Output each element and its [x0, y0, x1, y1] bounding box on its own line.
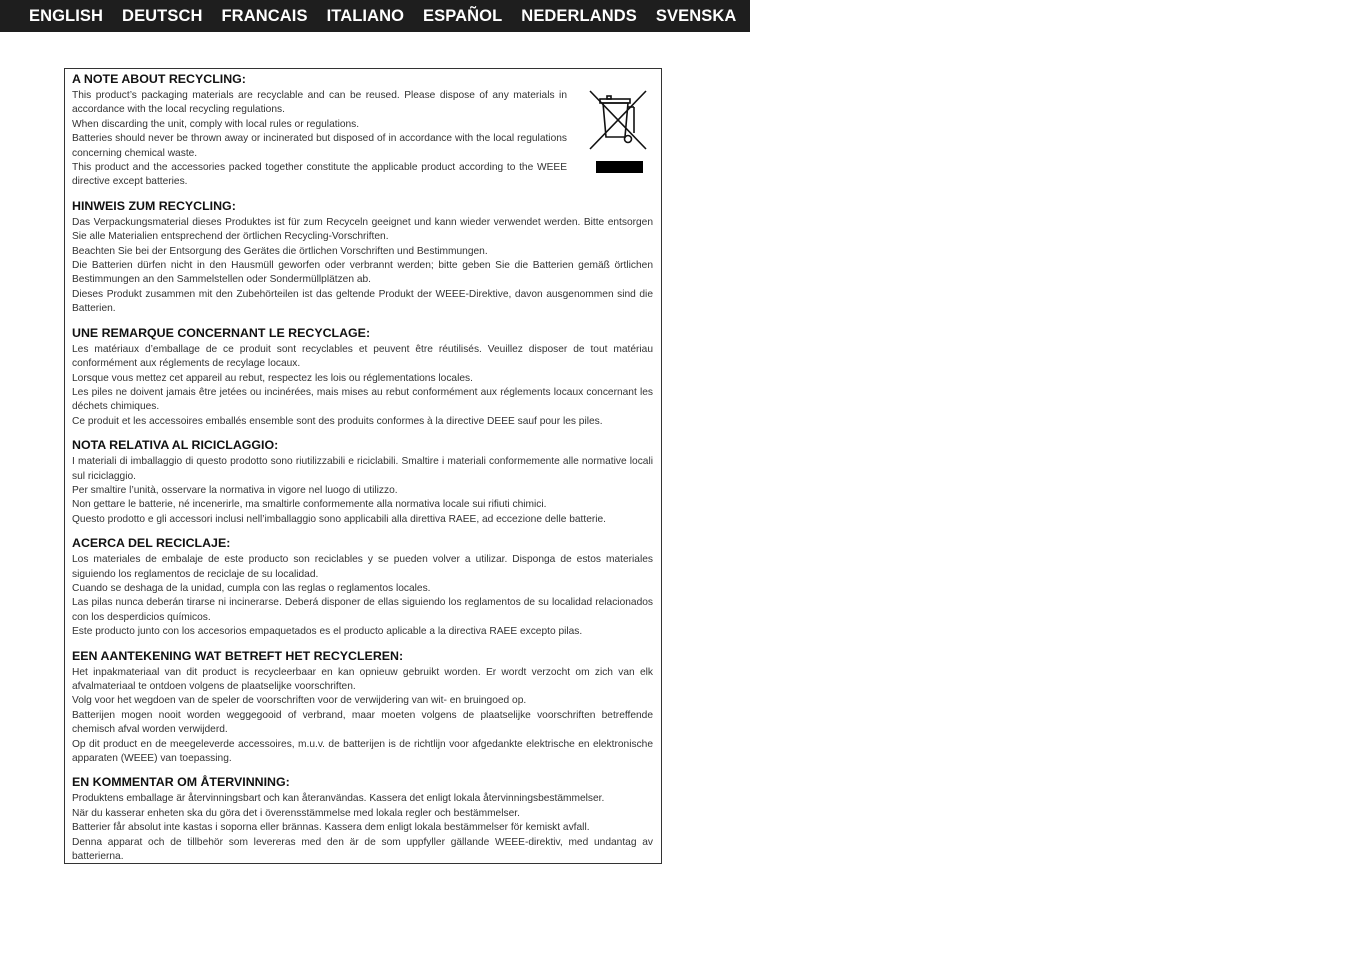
section-heading: UNE REMARQUE CONCERNANT LE RECYCLAGE:	[72, 325, 371, 340]
language-tab-nederlands[interactable]: NEDERLANDS	[521, 6, 637, 25]
section-paragraph: Denna apparat och de tillbehör som levereras med den är de som uppfyller gällande WEEE-direktiv, med undantag av batterierna.	[72, 836, 653, 863]
language-tab-deutsch[interactable]: DEUTSCH	[122, 6, 203, 25]
section-paragraph: Die Batterien dürfen nicht in den Hausmüll geworfen oder verbrannt werden; bitte geben Sie die Batterien gemäß örtlichen Bestimmungen an den Sammelstellen oder Sondermüllplätzen ab.	[72, 260, 653, 286]
section-heading: ACERCA DEL RECICLAJE:	[72, 536, 231, 551]
section-paragraph: Batteries should never be thrown away or incinerated but disposed of in accordance with the local regulations concerning chemical waste.	[72, 133, 567, 159]
section-paragraph: Les piles ne doivent jamais être jetées ou incinérées, mais mises au rebut conformément aux réglements locaux concernant les déchets chimiques.	[72, 386, 653, 413]
section-paragraph: Los materiales de embalaje de este producto son reciclables y se pueden volver a utilizar. Disponga de estos materiales siguiendo los reglamentos de reciclaje de su localidad.	[72, 554, 653, 580]
section-paragraph: Las pilas nunca deberán tirarse ni incinerarse. Deberá disponer de ellas siguiendo los reglamentos de su localidad relacionados con los desperdicios químicos.	[72, 597, 653, 623]
language-tab-bar	[0, 0, 750, 32]
section-heading: NOTA RELATIVA AL RICICLAGGIO:	[72, 438, 279, 453]
section-paragraph: Das Verpackungsmaterial dieses Produktes ist für zum Recyceln geeignet und kann wieder verwendet werden. Bitte entsorgen Sie alle Materialien entsprechend der örtlichen Recycling-Vorschriften.	[72, 216, 653, 243]
section-paragraph: I materiali di imballaggio di questo prodotto sono riutilizzabili e riciclabili. Smaltire i materiali conformemente alle normative locali sul riciclaggio.	[72, 456, 653, 482]
section-paragraph: This product’s packaging materials are recyclable and can be reused. Please dispose of any materials in accordance with the local recycling regulations.	[72, 90, 567, 116]
section-swedish	[72, 775, 653, 864]
section-dutch	[72, 649, 653, 767]
language-tab-svenska[interactable]: SVENSKA	[655, 6, 737, 25]
section-paragraph: Volg voor het wegdoen van de speler de voorschriften voor de verwijdering van wit- en bruingoed op.	[72, 695, 527, 707]
section-paragraph: This product and the accessories packed together constitute the applicable product according to the WEEE directive except batteries.	[72, 162, 567, 188]
section-heading: HINWEIS ZUM RECYCLING:	[72, 198, 236, 213]
section-heading: EN KOMMENTAR OM ÅTERVINNING:	[72, 775, 290, 790]
section-paragraph: Per smaltire l’unità, osservare la normativa in vigore nel luogo di utilizzo.	[72, 484, 398, 496]
section-paragraph: Beachten Sie bei der Entsorgung des Gerätes die örtlichen Vorschriften und Bestimmungen.	[72, 245, 488, 257]
section-english	[72, 72, 653, 190]
section-italian	[72, 438, 653, 527]
section-paragraph: Dieses Produkt zusammen mit den Zubehörteilen ist das geltende Produkt der WEEE-Direktive, davon ausgenommen sind die Batterien.	[72, 288, 653, 315]
language-tab-francais[interactable]: FRANCAIS	[221, 6, 308, 25]
section-paragraph: Este producto junto con los accesorios empaquetados es el producto aplicable a la directiva RAEE excepto pilas.	[72, 626, 583, 638]
section-paragraph: Het inpakmateriaal van dit product is recycleerbaar en kan opnieuw gebruikt worden. Er wordt verzocht om zich van elk afvalmateriaal te ontdoen volgens de plaatselijke voorschriften.	[72, 666, 653, 692]
crossed-out-wheelie-bin-icon	[588, 89, 648, 175]
section-paragraph: Cuando se deshaga de la unidad, cumpla con las reglas o reglamentos locales.	[72, 582, 431, 594]
language-tab-italiano[interactable]: ITALIANO	[326, 6, 405, 25]
section-paragraph: Les matériaux d’emballage de ce produit sont recyclables et peuvent être réutilisés. Veuillez disposer de tout matériau conformément aux réglements de recylage locaux.	[72, 343, 653, 370]
section-paragraph: Op dit product en de meegeleverde accessoires, m.u.v. de batterijen is de richtlijn voor afgedankte elektrische en elektronische apparaten (WEEE) van toepassing.	[72, 738, 653, 765]
section-paragraph: Batterijen mogen nooit worden weggegooid of verbrand, maar moeten volgens de plaatselijke voorschriften betreffende chemisch afval worden verwijderd.	[72, 709, 653, 736]
section-paragraph: Questo prodotto e gli accessori inclusi nell’imballaggio sono applicabili alla direttiva RAEE, ad eccezione delle batterie.	[72, 513, 607, 525]
section-paragraph: Lorsque vous mettez cet appareil au rebut, respectez les lois ou réglementations locales.	[72, 372, 473, 384]
section-paragraph: When discarding the unit, comply with local rules or regulations.	[72, 118, 360, 130]
section-paragraph: Produktens emballage är återvinningsbart och kan återanvändas. Kassera det enligt lokala återvinningsbestämmelser.	[72, 793, 605, 805]
section-heading: EEN AANTEKENING WAT BETREFT HET RECYCLEREN:	[72, 648, 404, 663]
section-spanish	[72, 536, 653, 639]
language-tab-espanol[interactable]: ESPAÑOL	[423, 6, 503, 25]
section-paragraph: När du kasserar enheten ska du göra det i överensstämmelse med lokala regler och bestämmelser.	[72, 807, 520, 819]
section-german	[72, 199, 653, 317]
section-paragraph: Batterier får absolut inte kastas i soporna eller brännas. Kassera dem enligt lokala bestämmelser för kemiskt avfall.	[72, 822, 590, 834]
section-french	[72, 326, 653, 429]
section-paragraph: Ce produit et les accessoires emballés ensemble sont des produits conformes à la directive DEEE sauf pour les piles.	[72, 415, 603, 427]
section-heading: A NOTE ABOUT RECYCLING:	[72, 72, 246, 86]
language-tab-english[interactable]: ENGLISH	[29, 6, 104, 25]
section-paragraph: Non gettare le batterie, né incenerirle, ma smaltirle conformemente alla normativa locale sui rifiuti chimici.	[72, 499, 547, 511]
recycling-notice-box	[64, 68, 662, 864]
